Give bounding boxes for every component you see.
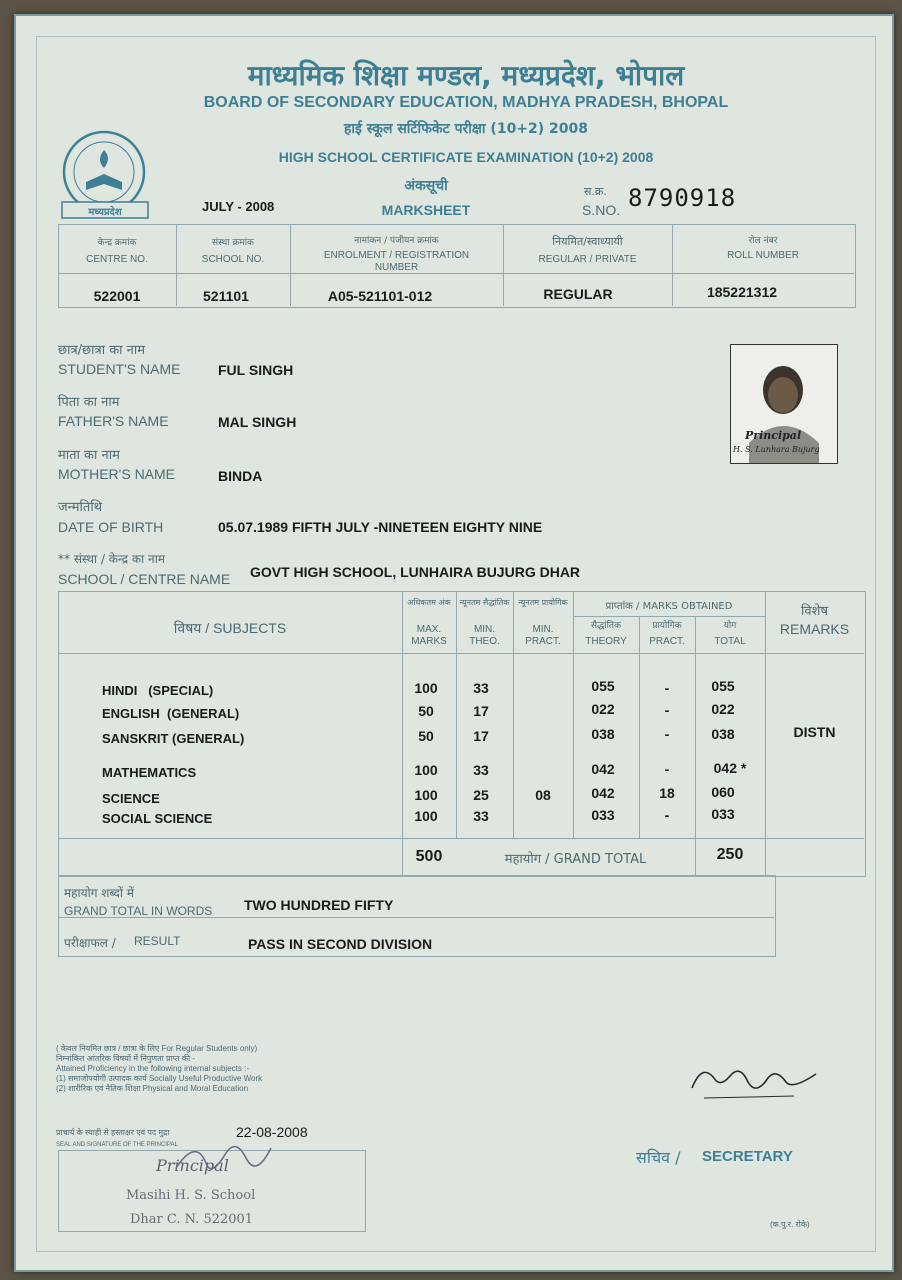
grand-total-words-label-hindi: महायोग शब्दों में: [64, 886, 134, 900]
result-label: RESULT: [134, 934, 181, 948]
max-marks: 50: [418, 728, 434, 744]
result-value: PASS IN SECOND DIVISION: [248, 936, 433, 952]
marksheet-title-hindi: अंकसूची: [404, 178, 448, 194]
min-theory: 33: [473, 808, 489, 824]
result-label-hindi: परीक्षाफल /: [64, 936, 116, 950]
photo-caption-2: H. S. Lunhara Bujurg: [733, 445, 820, 454]
theory-header-hindi: सैद्धांतिक: [591, 621, 621, 631]
seal-text: मध्यप्रदेश: [88, 207, 122, 218]
note-line: (1) समाजोपयोगी उत्पादक कार्य Socially Useful Productive Work: [56, 1074, 263, 1083]
max-marks: 100: [414, 762, 438, 778]
min-pract-header-hindi: न्यूनतम प्रायोगिक: [518, 598, 568, 607]
secretary-label: SECRETARY: [702, 1148, 793, 1165]
dob-label-hindi: जन्मतिथि: [58, 500, 103, 515]
practical-marks: -: [664, 807, 670, 823]
info-col-roll-hindi: रोल नंबर: [748, 236, 778, 246]
total-marks: 060: [711, 784, 735, 800]
theory-marks: 038: [591, 726, 615, 742]
school-name: GOVT HIGH SCHOOL, LUNHAIRA BUJURG DHAR: [250, 564, 581, 580]
pract-header: PRACT.: [649, 636, 685, 647]
max-marks-header-hindi: अधिकतम अंक: [407, 598, 451, 607]
info-col-enrolment-hindi: नामांकन / पंजीयन क्रमांक: [354, 236, 439, 246]
school-name-label: SCHOOL / CENTRE NAME: [58, 571, 231, 587]
principal-stamp-line-2: Masihi H. S. School: [126, 1188, 256, 1203]
board-name-english: BOARD OF SECONDARY EDUCATION, MADHYA PRADESH, BHOPAL: [203, 94, 729, 111]
school-number: 521101: [203, 288, 249, 304]
total-marks: 055: [711, 678, 735, 694]
subject-name: HINDI (SPECIAL): [102, 683, 214, 698]
note-line: Attained Proficiency in the following internal subjects :-: [56, 1064, 249, 1073]
max-marks: 100: [414, 680, 438, 696]
student-name-label-hindi: छात्र/छात्रा का नाम: [58, 343, 146, 358]
marksheet-document: [14, 14, 894, 1272]
min-theo-header: MIN. THEO.: [469, 624, 500, 647]
theory-marks: 033: [591, 807, 615, 823]
serial-number: 8790918: [628, 184, 737, 212]
student-type: REGULAR: [543, 286, 613, 302]
info-col-school: SCHOOL NO.: [201, 254, 265, 265]
remarks-header: REMARKS: [779, 621, 850, 637]
min-theory: 33: [473, 680, 489, 696]
principal-signature: [166, 1138, 286, 1188]
pract-header-hindi: प्रायोगिक: [652, 621, 682, 631]
max-marks: 50: [418, 703, 434, 719]
subject-name: ENGLISH (GENERAL): [102, 706, 240, 721]
student-photo: [730, 344, 838, 464]
total-marks: 022: [711, 701, 735, 717]
info-col-centre-hindi: केन्द्र क्रमांक: [97, 238, 137, 248]
roll-number: 185221312: [706, 284, 778, 300]
father-name: MAL SINGH: [218, 414, 297, 430]
min-theory: 25: [473, 787, 489, 803]
marks-obtained-header: प्राप्तांक / MARKS OBTAINED: [605, 601, 733, 612]
subject-name: SANSKRIT (GENERAL): [102, 731, 245, 746]
school-name-label-hindi: ** संस्था / केन्द्र का नाम: [58, 552, 165, 566]
grand-total-label: महायोग / GRAND TOTAL: [504, 852, 647, 867]
max-marks: 100: [414, 787, 438, 803]
theory-marks: 042: [591, 761, 615, 777]
total-marks: 033: [711, 806, 735, 822]
max-marks: 100: [414, 808, 438, 824]
total-header-hindi: योग: [723, 621, 737, 631]
student-name-label: STUDENT'S NAME: [58, 361, 181, 377]
note-line: निम्नांकित आंतरिक विषयों में निपुणता प्राप्त की -: [56, 1054, 195, 1063]
info-col-type-hindi: नियमित/स्वाध्यायी: [552, 235, 623, 248]
min-theory: 17: [473, 728, 489, 744]
min-pract-header: MIN. PRACT.: [525, 624, 561, 647]
board-name-hindi: माध्यमिक शिक्षा मण्डल, मध्यप्रदेश, भोपाल: [247, 59, 685, 92]
note-line: ( केवल नियमित छात्र / छात्रा के लिए For Regular Students only): [56, 1044, 258, 1053]
print-code: (क.पु.र. रोके): [770, 1220, 810, 1229]
subject-name: SCIENCE: [102, 791, 160, 806]
subjects-header: विषय / SUBJECTS: [173, 620, 287, 636]
mother-name: BINDA: [218, 468, 263, 484]
subject-name: SOCIAL SCIENCE: [102, 811, 213, 826]
total-marks: 042 *: [713, 760, 747, 776]
min-theory: 17: [473, 703, 489, 719]
note-line: (2) शारीरिक एवं नैतिक शिक्षा Physical and Moral Education: [56, 1084, 249, 1093]
student-name: FUL SINGH: [218, 362, 294, 378]
secretary-label-hindi: सचिव /: [636, 1148, 681, 1167]
photo-caption-1: Principal: [745, 429, 802, 442]
seal-label: SEAL AND SIGNATURE OF THE PRINCIPAL: [56, 1142, 178, 1148]
min-theo-header-hindi: न्यूनतम सैद्धांतिक: [459, 598, 510, 607]
seal-label-hindi: प्राचार्य के स्याही से हस्ताक्षर एवं पद मुद्रा: [56, 1128, 170, 1137]
remark: DISTN: [793, 724, 836, 740]
remarks-header-hindi: विशेष: [801, 604, 828, 619]
mother-name-label-hindi: माता का नाम: [58, 448, 120, 463]
proficiency-notes: [56, 1044, 416, 1094]
total-marks: 038: [711, 726, 735, 742]
min-practical: 08: [535, 787, 551, 803]
theory-header: THEORY: [585, 636, 627, 647]
info-col-centre: CENTRE NO.: [86, 254, 148, 265]
max-marks-header: MAX. MARKS: [411, 624, 447, 647]
theory-marks: 022: [591, 701, 615, 717]
total-header: TOTAL: [714, 636, 746, 647]
enrolment-number: A05-521101-012: [327, 288, 433, 304]
info-col-roll: ROLL NUMBER: [727, 250, 799, 261]
info-col-type: REGULAR / PRIVATE: [538, 254, 637, 265]
theory-marks: 042: [591, 785, 615, 801]
dob-label: DATE OF BIRTH: [58, 519, 164, 535]
grand-total-words-label: GRAND TOTAL IN WORDS: [64, 904, 213, 918]
mother-name-label: MOTHER'S NAME: [58, 466, 176, 482]
practical-marks: -: [664, 702, 670, 718]
father-name-label: FATHER'S NAME: [58, 413, 169, 429]
info-col-school-hindi: संस्था क्रमांक: [212, 238, 254, 248]
info-col-enrolment: ENROLMENT / REGISTRATION NUMBER: [323, 250, 470, 273]
secretary-signature: [684, 1058, 824, 1108]
practical-marks: -: [664, 761, 670, 777]
theory-marks: 055: [591, 678, 615, 694]
grand-total-words: TWO HUNDRED FIFTY: [244, 897, 394, 913]
min-theory: 33: [473, 762, 489, 778]
practical-marks: 18: [659, 785, 675, 801]
board-seal: [46, 124, 166, 224]
grand-total-max: 500: [415, 848, 443, 865]
principal-stamp-line-1: Principal: [156, 1156, 229, 1175]
practical-marks: -: [664, 726, 670, 742]
centre-number: 522001: [93, 288, 141, 304]
father-name-label-hindi: पिता का नाम: [58, 395, 120, 410]
issue-date: 22-08-2008: [236, 1124, 308, 1140]
sno-label: S.NO.: [582, 202, 621, 218]
sno-label-hindi: स.क्र.: [584, 185, 607, 198]
subject-name: MATHEMATICS: [102, 765, 197, 780]
marksheet-title: MARKSHEET: [381, 202, 471, 218]
date-of-birth: 05.07.1989 FIFTH JULY -NINETEEN EIGHTY NINE: [218, 519, 543, 535]
principal-stamp-line-3: Dhar C. N. 522001: [130, 1212, 254, 1227]
exam-name-hindi: हाई स्कूल सर्टिफिकेट परीक्षा (10+2) 2008: [343, 121, 589, 137]
practical-marks: -: [664, 680, 670, 696]
grand-total: 250: [716, 846, 744, 863]
exam-name-english: HIGH SCHOOL CERTIFICATE EXAMINATION (10+2) 2008: [278, 149, 654, 165]
exam-session: JULY - 2008: [202, 199, 275, 214]
